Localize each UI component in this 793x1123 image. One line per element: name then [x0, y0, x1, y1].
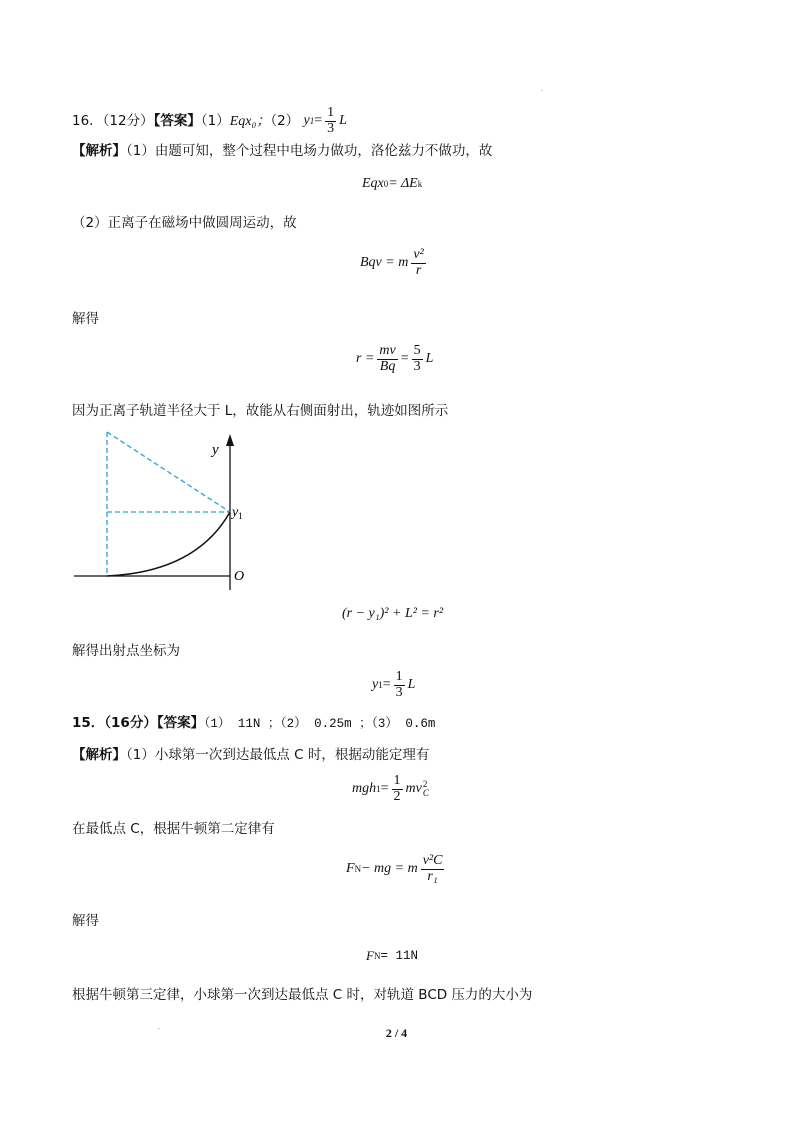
q16-analysis-tag: 【解析】 — [72, 143, 126, 159]
fraction: $\frac{\text{v²}}{r}$ — [413, 247, 424, 278]
q16-equation-3: r = $\frac{mv}{Bq}$ = $\frac{5}{3}$ L — [356, 343, 434, 374]
q16-equation-4: (r − y₁)² + L² = r² — [342, 606, 444, 621]
q16-part1-label: （1） — [200, 113, 230, 130]
q16-para-2: （2）正离子在磁场中做圆周运动，故 — [72, 215, 297, 231]
origin-label: O — [234, 569, 245, 584]
fraction: $\frac{5}{3}$ — [413, 343, 421, 374]
q16-para-3: 因为正离子轨道半径大于 L，故能从右侧面射出，轨迹如图所示 — [72, 403, 449, 419]
trajectory-diagram — [66, 428, 266, 598]
q15-analysis-line — [72, 746, 429, 764]
q15-analysis-tag: 【解析】 — [72, 747, 126, 763]
scan-speck — [541, 90, 543, 91]
q16-analysis-line — [72, 142, 492, 160]
scan-speck — [158, 1028, 160, 1029]
q16-answer-line — [72, 106, 347, 136]
y-axis-arrow — [226, 434, 234, 446]
q16-number: 16．（12分） — [72, 113, 154, 130]
q16-answer-tag: 【答案】 — [153, 113, 201, 130]
q16-part2-answer: y 1 = $\frac{1}{3}$ L — [303, 105, 347, 136]
q16-analysis-text: （1）由题可知，整个过程中电场力做功，洛伦兹力不做功，故 — [126, 143, 493, 159]
fraction: $\frac{1}{2}$ — [393, 773, 401, 804]
q15-solve: 解得 — [72, 913, 99, 929]
trajectory-arc — [107, 512, 230, 576]
q16-solve-1: 解得 — [72, 311, 99, 327]
q16-equation-1: Eqx 0 = ΔE k — [362, 176, 423, 191]
q15-analysis-text: （1）小球第一次到达最低点 C 时，根据动能定理有 — [126, 747, 430, 763]
q15-para-3: 根据牛顿第三定律，小球第一次到达最低点 C 时，对轨道 BCD 压力的大小为 — [72, 987, 533, 1003]
q15-answers: （1） 11N ；（2） 0.25m ；（3） 0.6m — [204, 717, 436, 731]
q15-equation-3: F N = 11N — [366, 948, 418, 963]
q16-part1-answer: Eqx₀； — [229, 114, 271, 130]
y-axis-label: y — [212, 442, 219, 458]
q15-answer-line — [72, 714, 435, 733]
fraction: $\frac{\text{v²C}}{\text{r₁}}$ — [422, 853, 443, 884]
q15-number: 15．（16分） — [72, 715, 157, 731]
q15-equation-2: F N − mg = m $\frac{\text{v²C}}{\text{r₁}}$ — [346, 853, 443, 884]
q16-part2-label: （2） — [270, 113, 300, 130]
fraction: $\frac{mv}{Bq}$ — [379, 343, 396, 374]
q16-equation-5: y 1 = $\frac{1}{3}$ L — [372, 669, 416, 700]
y1-label: $y_1$ — [232, 505, 243, 521]
fraction: $\frac{1}{3}$ — [327, 105, 335, 136]
q15-answer-tag: 【答案】 — [156, 715, 205, 731]
q15-equation-1: mgh 1 = $\frac{1}{2}$ mv 2 C — [352, 773, 429, 804]
q16-solve-2: 解得出射点坐标为 — [72, 643, 180, 659]
q15-para-2: 在最低点 C，根据牛顿第二定律有 — [72, 821, 275, 837]
page-number: 2 / 4 — [385, 1026, 408, 1040]
q16-equation-2: Bqv = m $\frac{\text{v²}}{r}$ — [360, 247, 424, 278]
fraction: $\frac{1}{3}$ — [395, 669, 403, 700]
